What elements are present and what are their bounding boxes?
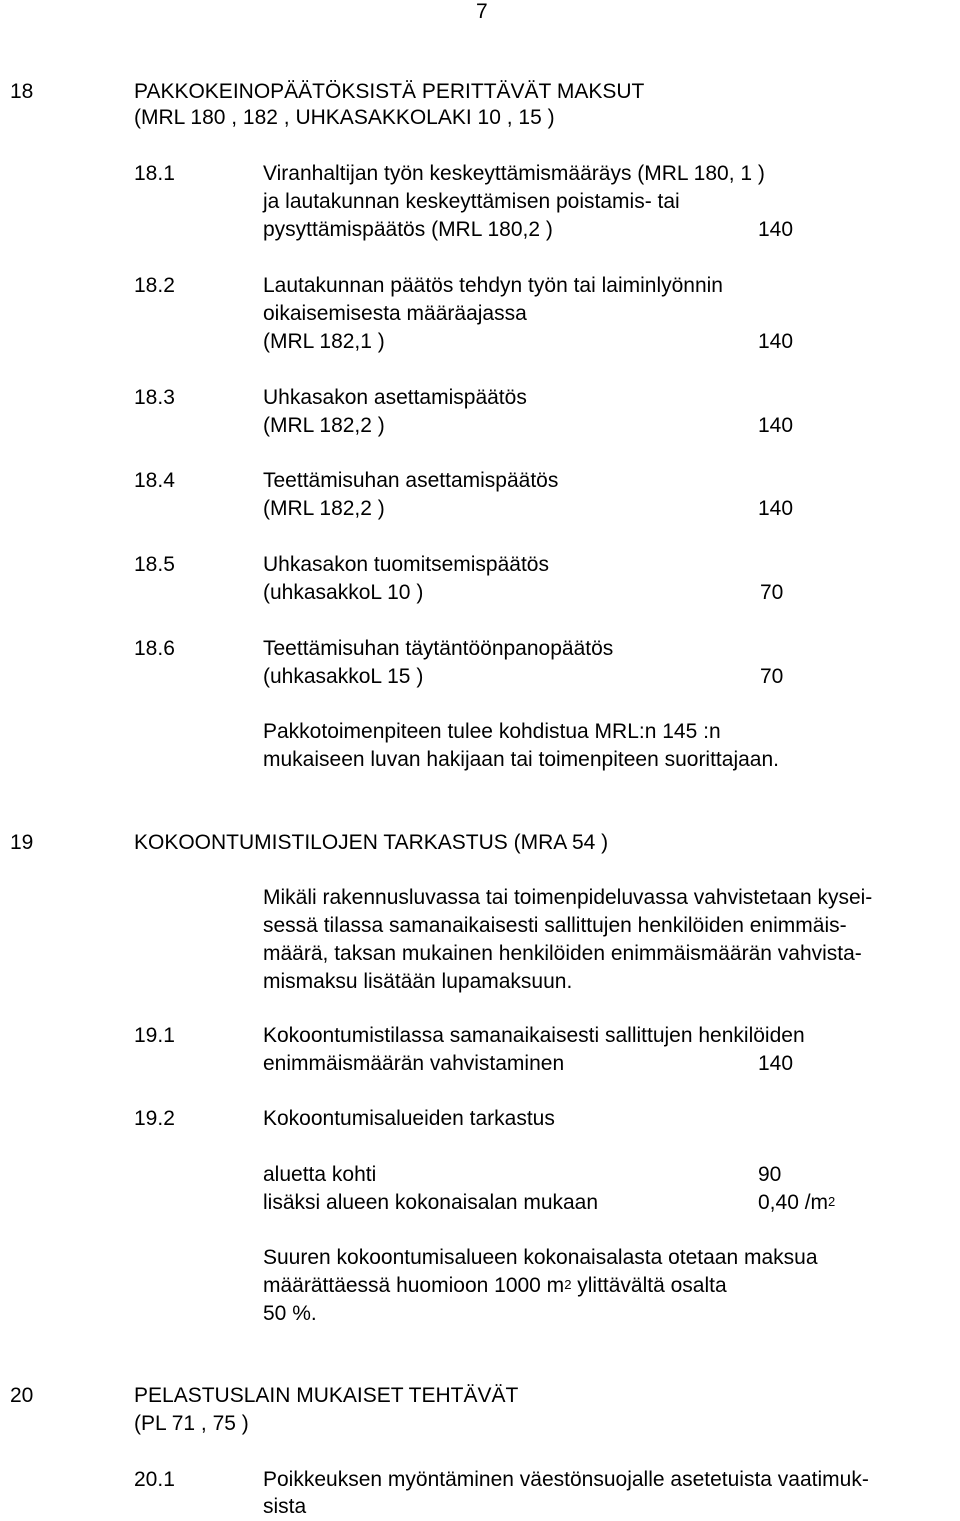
section-19-title: KOKOONTUMISTILOJEN TARKASTUS (MRA 54 ) bbox=[134, 831, 609, 854]
section-18-title: PAKKOKEINOPÄÄTÖKSISTÄ PERITTÄVÄT MAKSUT bbox=[134, 80, 645, 103]
item-18-4-line1: Teettämisuhan asettamispäätös bbox=[263, 469, 559, 492]
item-19-2-note-line2 bbox=[263, 1272, 727, 1300]
item-18-4-line2: (MRL 182,2 ) bbox=[263, 497, 385, 520]
section-20-title: PELASTUSLAIN MUKAISET TEHTÄVÄT bbox=[134, 1384, 519, 1407]
section-19-number: 19 bbox=[10, 831, 34, 854]
item-18-6-fee: 70 bbox=[760, 665, 784, 688]
item-20-1-number: 20.1 bbox=[134, 1468, 175, 1491]
section-18-references: (MRL 180 , 182 , UHKASAKKOLAKI 10 , 15 ) bbox=[134, 106, 555, 129]
item-18-6-number: 18.6 bbox=[134, 637, 175, 660]
item-19-2-row2-label: lisäksi alueen kokonaisalan mukaan bbox=[263, 1191, 599, 1214]
section-20-number: 20 bbox=[10, 1384, 34, 1407]
item-18-1-number: 18.1 bbox=[134, 162, 175, 185]
item-18-5-line1: Uhkasakon tuomitsemispäätös bbox=[263, 553, 549, 576]
item-19-2-note-line2a: määrättäessä huomioon 1000 m bbox=[263, 1274, 565, 1297]
section-20-references: (PL 71 , 75 ) bbox=[134, 1412, 249, 1435]
item-18-1-line3: pysyttämispäätös (MRL 180,2 ) bbox=[263, 218, 553, 241]
item-18-3-fee: 140 bbox=[758, 414, 794, 437]
item-18-1-line1: Viranhaltijan työn keskeyttämismääräys (MRL 180, 1 ) bbox=[263, 162, 765, 185]
item-19-2-row2-unit-exponent: 2 bbox=[828, 1194, 836, 1209]
item-19-2-note-line1: Suuren kokoontumisalueen kokonaisalasta otetaan maksua bbox=[263, 1246, 818, 1269]
item-19-1-line1: Kokoontumistilassa samanaikaisesti sallittujen henkilöiden bbox=[263, 1024, 805, 1047]
item-19-1-fee: 140 bbox=[758, 1052, 794, 1075]
item-18-5-number: 18.5 bbox=[134, 553, 175, 576]
section-19-intro-line3: määrä, taksan mukainen henkilöiden enimmäismäärän vahvista- bbox=[263, 942, 862, 965]
item-18-1-fee: 140 bbox=[758, 218, 794, 241]
item-18-5-fee: 70 bbox=[760, 581, 784, 604]
section-18-number: 18 bbox=[10, 80, 34, 103]
item-19-2-row2-fee bbox=[758, 1189, 835, 1217]
section-18-note-line1: Pakkotoimenpiteen tulee kohdistua MRL:n 145 :n bbox=[263, 720, 721, 743]
item-20-1-line2: sista bbox=[263, 1495, 307, 1518]
item-20-1-line1: Poikkeuksen myöntäminen väestönsuojalle asetetuista vaatimuk- bbox=[263, 1468, 869, 1491]
section-19-intro-line4: mismaksu lisätään lupamaksuun. bbox=[263, 970, 573, 993]
item-18-4-fee: 140 bbox=[758, 497, 794, 520]
item-19-1-number: 19.1 bbox=[134, 1024, 175, 1047]
item-18-6-line1: Teettämisuhan täytäntöönpanopäätös bbox=[263, 637, 614, 660]
item-19-2-row1-fee: 90 bbox=[758, 1163, 782, 1186]
section-19-intro-line2: sessä tilassa samanaikaisesti sallittujen henkilöiden enimmäis- bbox=[263, 914, 847, 937]
item-19-1-line2: enimmäismäärän vahvistaminen bbox=[263, 1052, 565, 1075]
item-19-2-note-line3: 50 %. bbox=[263, 1302, 317, 1325]
section-19-intro-line1: Mikäli rakennusluvassa tai toimenpideluvassa vahvistetaan kysei- bbox=[263, 886, 873, 909]
item-19-2-note-exponent: 2 bbox=[564, 1277, 572, 1292]
item-18-4-number: 18.4 bbox=[134, 469, 175, 492]
item-18-2-line1: Lautakunnan päätös tehdyn työn tai laiminlyönnin bbox=[263, 274, 723, 297]
item-19-2-row2-unit: /m bbox=[804, 1191, 829, 1214]
item-18-2-number: 18.2 bbox=[134, 274, 175, 297]
item-18-2-line3: (MRL 182,1 ) bbox=[263, 330, 385, 353]
item-18-3-line1: Uhkasakon asettamispäätös bbox=[263, 386, 527, 409]
item-18-5-line2: (uhkasakkoL 10 ) bbox=[263, 581, 424, 604]
item-19-2-row1-label: aluetta kohti bbox=[263, 1163, 377, 1186]
item-18-1-line2: ja lautakunnan keskeyttämisen poistamis- tai bbox=[263, 190, 680, 213]
item-19-2-title: Kokoontumisalueiden tarkastus bbox=[263, 1107, 555, 1130]
page-number: 7 bbox=[476, 0, 488, 23]
section-18-note-line2: mukaiseen luvan hakijaan tai toimenpiteen suorittajaan. bbox=[263, 748, 779, 771]
item-18-2-line2: oikaisemisesta määräajassa bbox=[263, 302, 527, 325]
item-19-2-note-line2b: ylittävältä osalta bbox=[571, 1274, 727, 1297]
item-19-2-row2-amount: 0,40 bbox=[758, 1191, 799, 1214]
item-18-6-line2: (uhkasakkoL 15 ) bbox=[263, 665, 424, 688]
item-18-2-fee: 140 bbox=[758, 330, 794, 353]
item-18-3-number: 18.3 bbox=[134, 386, 175, 409]
item-18-3-line2: (MRL 182,2 ) bbox=[263, 414, 385, 437]
item-19-2-number: 19.2 bbox=[134, 1107, 175, 1130]
